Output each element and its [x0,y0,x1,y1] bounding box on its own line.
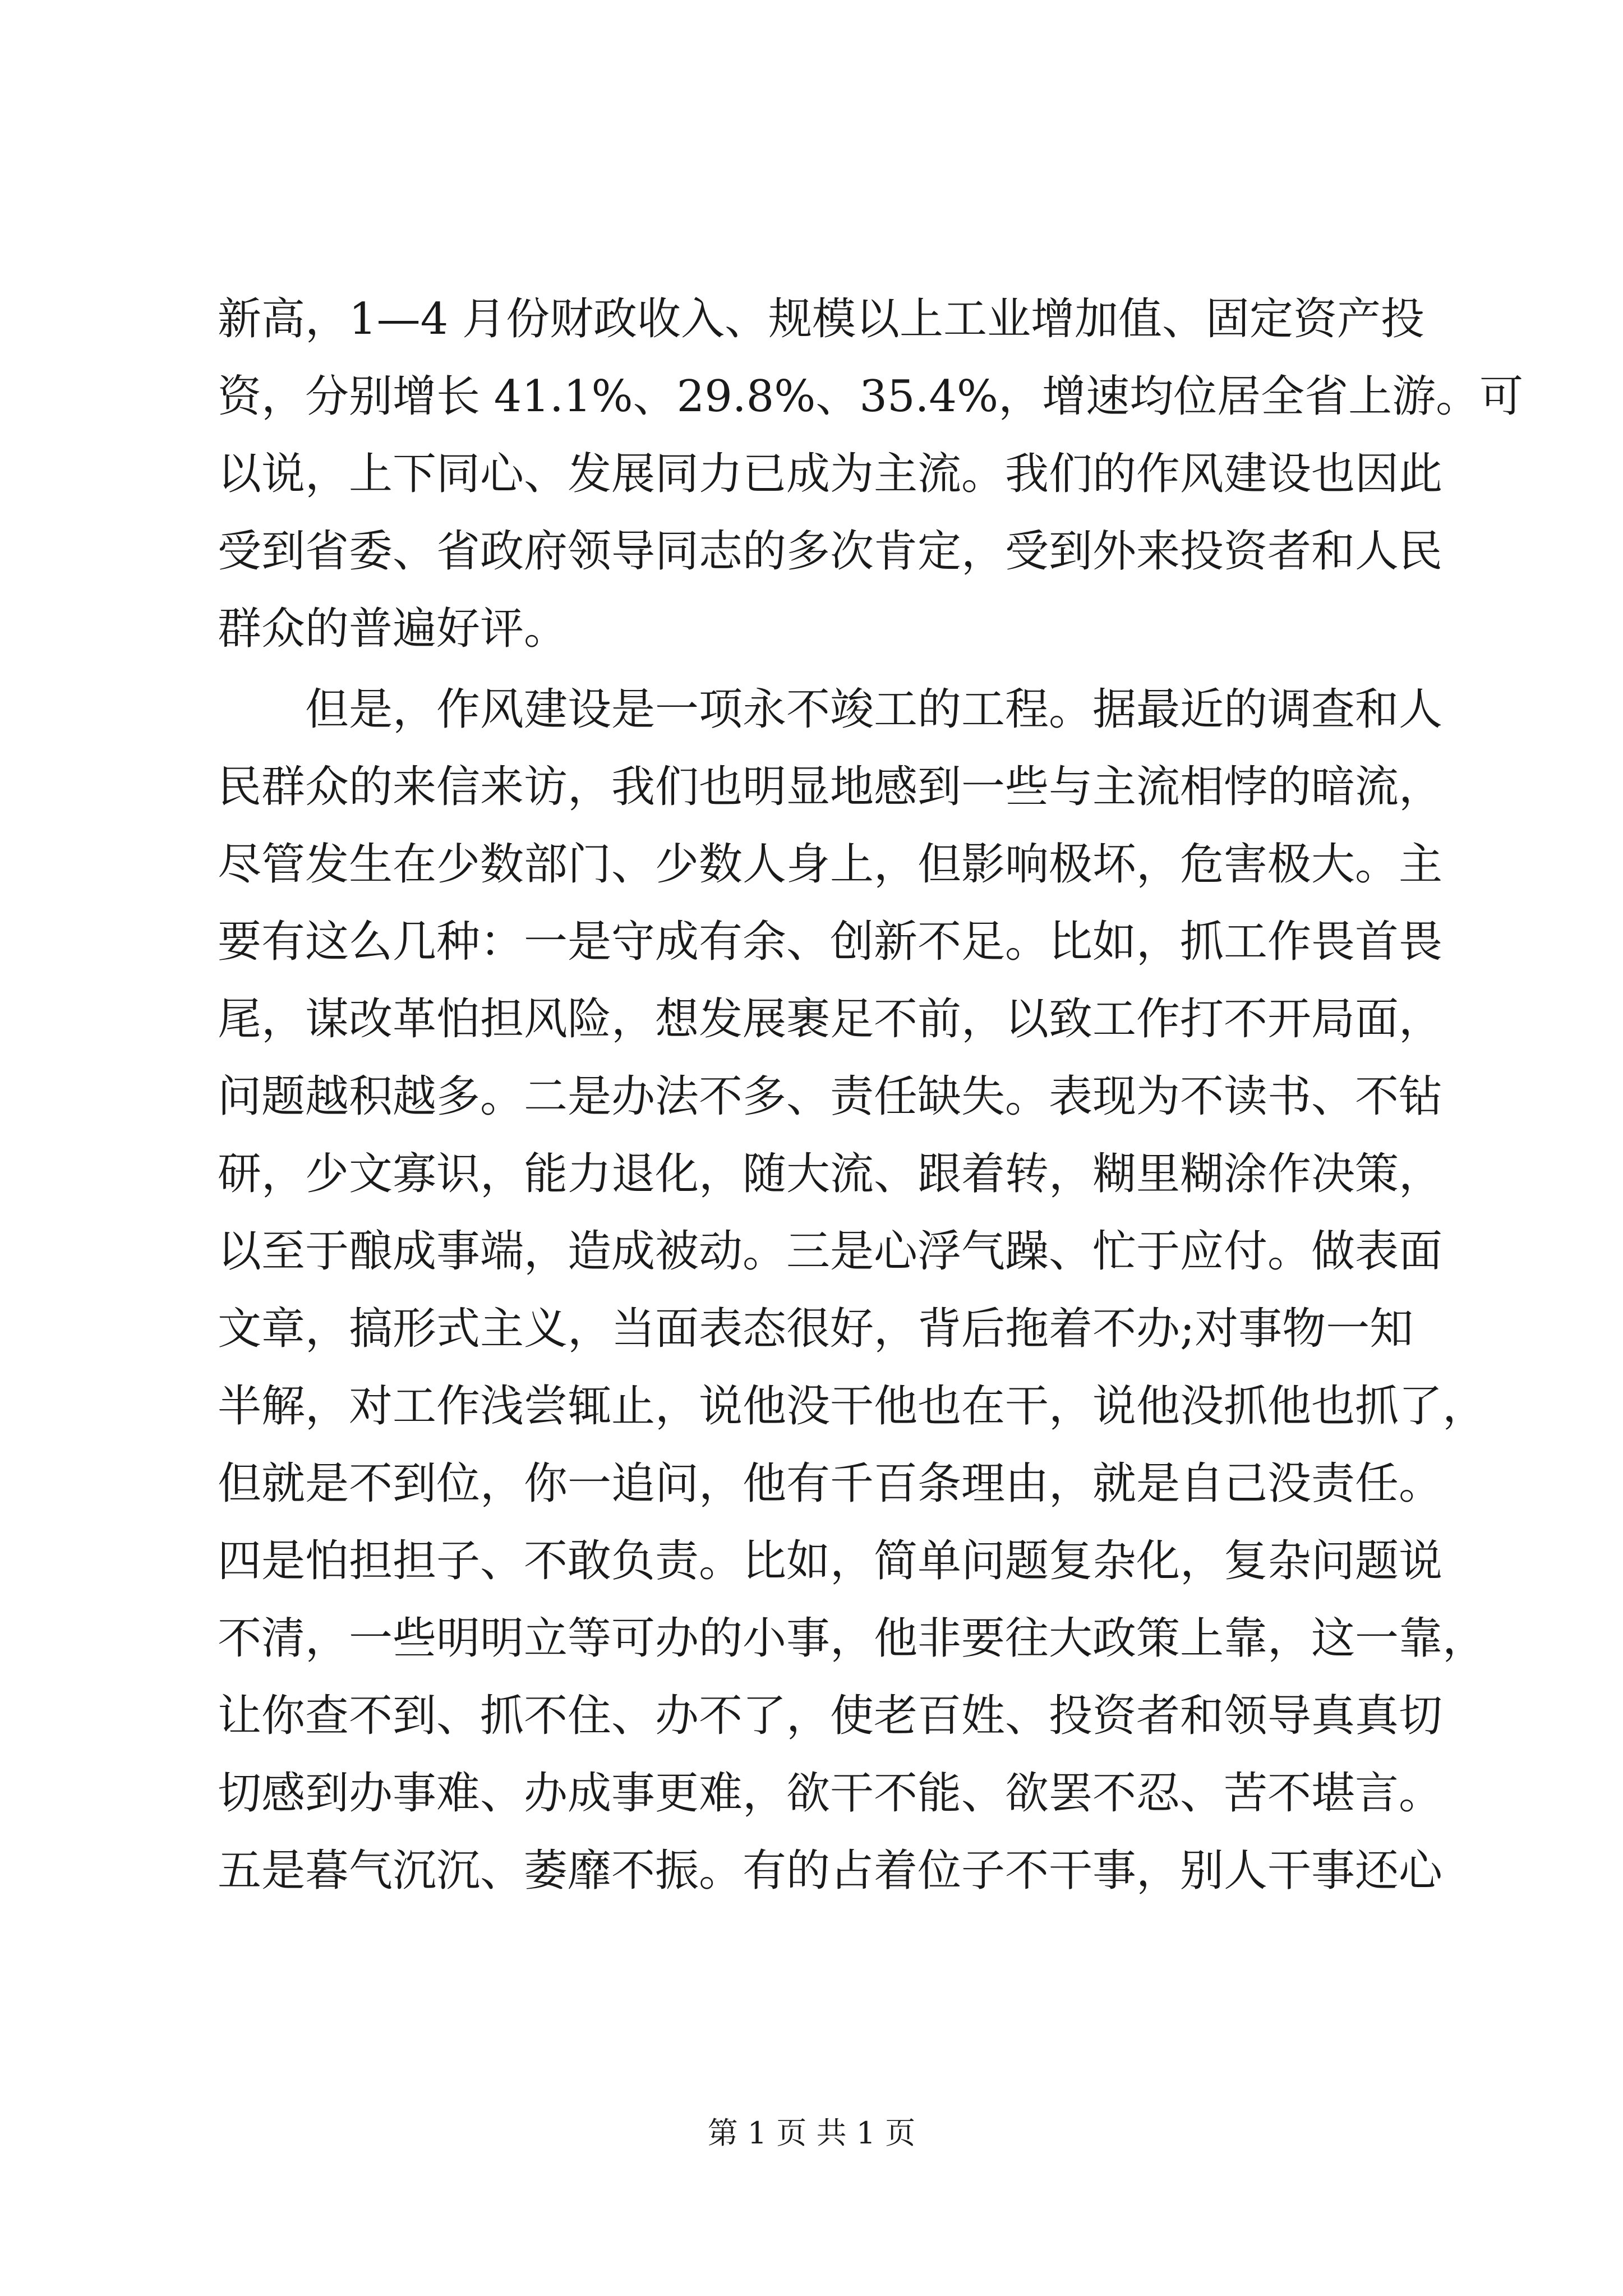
text-line: 不清，一些明明立等可办的小事，他非要往大政策上靠，这一靠， [218,1613,1487,1664]
page-footer [0,2114,1623,2153]
text-line: 尽管发生在少数部门、少数人身上，但影响极坏，危害极大。主 [218,839,1443,890]
text-line: 研，少文寡识，能力退化，随大流、跟着转，糊里糊涂作决策， [218,1149,1443,1199]
text-line: 半解，对工作浅尝辄止，说他没干他也在干，说他没抓他也抓了， [218,1381,1487,1432]
text-line: 但就是不到位，你一追问，他有千百条理由，就是自己没责任。 [218,1458,1443,1509]
text-line: 受到省委、省政府领导同志的多次肯定，受到外来投资者和人民 [218,526,1443,577]
text-line: 资，分别增长 41.1%、29.8%、35.4%，增速均位居全省上游。可 [218,371,1524,422]
text-line: 问题越积越多。二是办法不多、责任缺失。表现为不读书、不钻 [218,1071,1443,1122]
text-line: 文章，搞形式主义，当面表态很好，背后拖着不办;对事物一知 [218,1304,1414,1354]
text-line: 民群众的来信来访，我们也明显地感到一些与主流相悖的暗流， [218,762,1443,812]
page-number-label: 第 1 页 共 1 页 [707,2115,916,2151]
text-line: 以至于酿成事端，造成被动。三是心浮气躁、忙于应付。做表面 [218,1226,1443,1277]
text-line: 五是暮气沉沉、萎靡不振。有的占着位子不干事，别人干事还心 [218,1846,1443,1896]
text-line: 四是怕担担子、不敢负责。比如，简单问题复杂化，复杂问题说 [218,1536,1443,1586]
text-line: 新高，1—4 月份财政收入、规模以上工业增加值、固定资产投 [218,294,1425,344]
text-line: 尾，谋改革怕担风险，想发展裹足不前，以致工作打不开局面， [218,994,1443,1045]
text-line: 但是，作风建设是一项永不竣工的工程。据最近的调查和人 [218,684,1443,735]
text-line: 切感到办事难、办成事更难，欲干不能、欲罢不忍、苦不堪言。 [218,1768,1443,1819]
text-line: 群众的普遍好评。 [218,604,568,654]
text-line: 要有这么几种：一是守成有余、创新不足。比如，抓工作畏首畏 [218,917,1443,967]
text-line: 让你查不到、抓不住、办不了，使老百姓、投资者和领导真真切 [218,1691,1443,1741]
text-line: 以说，上下同心、发展同力已成为主流。我们的作风建设也因此 [218,449,1443,499]
document-body [218,280,1524,1910]
